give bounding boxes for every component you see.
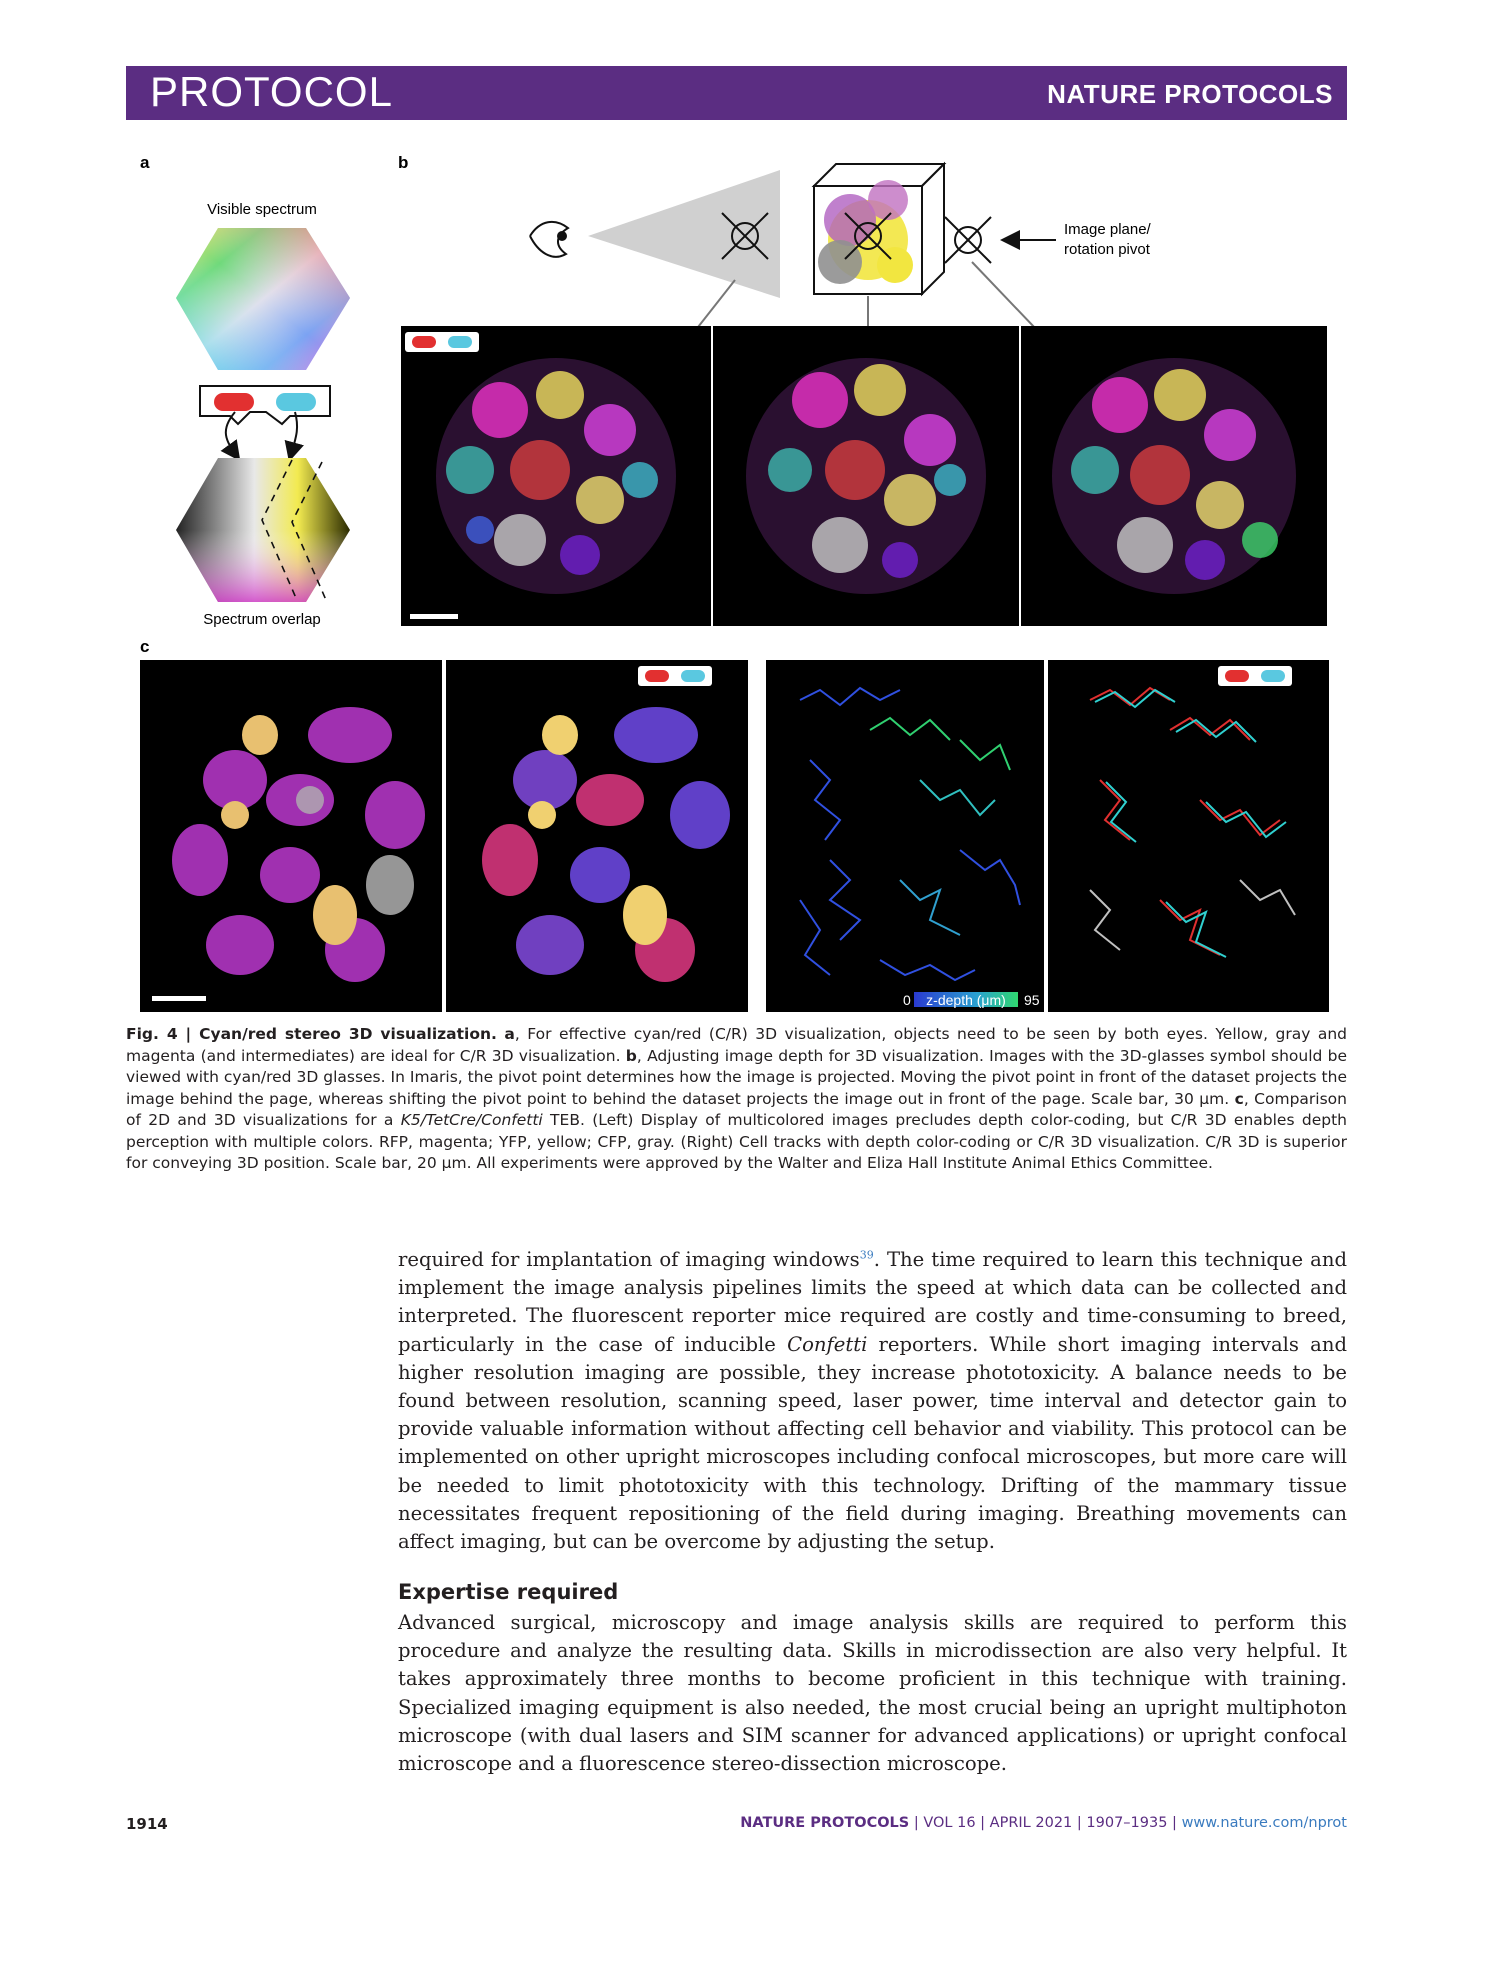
confetti-3d-image bbox=[446, 660, 748, 1012]
paragraph-1-start: required for implantation of imaging windows bbox=[398, 1248, 860, 1271]
eye-icon bbox=[530, 222, 568, 257]
stereo-image-1 bbox=[401, 326, 711, 626]
reference-link[interactable]: 39 bbox=[859, 1248, 874, 1262]
colorbar-title: z-depth (μm) bbox=[926, 992, 1006, 1008]
colorbar-max-label: 95 bbox=[1024, 992, 1040, 1008]
pivot-label-line1: Image plane/ bbox=[1064, 221, 1151, 238]
journal-title: NATURE PROTOCOLS bbox=[1047, 79, 1333, 109]
caption-c-text2: TEB. (Left) Display of multicolored images precludes depth color-coding, but C/R 3D enables depth perception with multiple colors. RFP, magenta; YFP, yellow; CFP, gray. (Right) Cell tracks with depth color-coding or C/R 3D visualization. C/R 3D is superior for conveying 3D position. Scale bar, 20 μm. All experiments were approved by the Walter and Eliza Hall Institute Animal Ethics Committee. bbox=[126, 1111, 1347, 1172]
caption-fig-label: Fig. 4 | Cyan/red stereo 3D visualization. bbox=[126, 1025, 497, 1043]
caption-c-label: c bbox=[1234, 1089, 1244, 1108]
spectrum-overlap-label: Spectrum overlap bbox=[203, 611, 321, 628]
stereo-image-3 bbox=[1021, 326, 1327, 626]
page-number: 1914 bbox=[126, 1815, 168, 1833]
cell-tracks-depth-image bbox=[766, 660, 1044, 1012]
footer-journal: NATURE PROTOCOLS bbox=[740, 1815, 910, 1831]
cell-tracks-3d-image bbox=[1048, 660, 1329, 1012]
colorbar-min-label: 0 bbox=[903, 992, 911, 1008]
body-paragraph-2: Advanced surgical, microscopy and image analysis skills are required to perform this procedure and analyze the resulting data. Skills in microdissection are also very helpful. It takes approximately three months to become proficient in this technique with training. Specialized imaging equipment is also needed, the most crucial being an upright multiphoton microscope (with dual lasers and SIM scanner for advanced applications) or upright confocal microscope and a fluorescence stereo-dissection microscope. bbox=[398, 1611, 1347, 1776]
caption-b-text: , Adjusting image depth for 3D visualization. Images with the 3D-glasses symbol should be viewed with cyan/red 3D glasses. In Imaris, the pivot point determines how the image is projected. Moving the pivot point in front of the dataset projects the image behind the page, whereas shifting the pivot point to behind the dataset projects the image out in front of the page. Scale bar, 30 μm. bbox=[126, 1046, 1347, 1108]
caption-a-text: , For effective cyan/red (C/R) 3D visualization, objects need to be seen by both eyes. Yellow, gray and magenta (and intermediates) are ideal for C/R 3D visualization. bbox=[126, 1025, 1347, 1065]
caption-a-label: a bbox=[504, 1025, 515, 1043]
3d-glasses-icon bbox=[200, 386, 330, 424]
body-paragraph-1 bbox=[398, 1246, 1347, 1556]
footer-date: APRIL 2021 bbox=[989, 1815, 1073, 1831]
pivot-marker-back bbox=[945, 217, 991, 263]
caption-c-text1: , Comparison of 2D and 3D visualizations for a bbox=[126, 1089, 1347, 1129]
footer-volume: VOL 16 bbox=[923, 1815, 976, 1831]
spectrum-overlap-hexagon bbox=[176, 458, 350, 602]
dataset-cube bbox=[814, 164, 944, 294]
view-cone bbox=[588, 170, 780, 298]
footer-citation: NATURE PROTOCOLS | VOL 16 | APRIL 2021 | 1907–1935 | www.nature.com/nprot bbox=[740, 1815, 1347, 1831]
visible-spectrum-label: Visible spectrum bbox=[207, 201, 317, 218]
confetti-2d-image bbox=[140, 660, 442, 1012]
section-title: PROTOCOL bbox=[150, 68, 393, 115]
caption-c-italic: K5/TetCre/Confetti bbox=[400, 1111, 543, 1129]
stereo-image-2 bbox=[713, 326, 1019, 626]
panel-label-c: c bbox=[140, 637, 150, 656]
visible-spectrum-hexagon bbox=[176, 228, 350, 370]
footer-url[interactable]: www.nature.com/nprot bbox=[1181, 1815, 1347, 1831]
paragraph-1-middle: . The time required to learn this technique and implement the image analysis pipelines limits the speed at which data can be collected and interpreted. The fluorescent reporter mice required are costly and time-consuming to breed, particularly in the case of inducible bbox=[398, 1248, 1347, 1356]
panel-label-b: b bbox=[398, 153, 409, 172]
section-heading-expertise: Expertise required bbox=[398, 1580, 619, 1604]
arrow-right-eye bbox=[290, 412, 297, 458]
paragraph-1-italic: Confetti bbox=[787, 1332, 868, 1356]
panel-label-a: a bbox=[140, 153, 150, 172]
pivot-label-line2: rotation pivot bbox=[1064, 241, 1150, 258]
paragraph-1-end: reporters. While short imaging intervals and higher resolution imaging are possible, they increase phototoxicity. A balance needs to be found between resolution, scanning speed, laser power, time interval and detector gain to provide valuable information without affecting cell behavior and viability. This protocol can be implemented on other upright microscopes including confocal microscopes, but more care will be needed to limit phototoxicity with this technology. Drifting of the mammary tissue necessitates frequent repositioning of the field during imaging. Breathing movements can affect imaging, but can be overcome by adjusting the setup. bbox=[398, 1332, 1347, 1554]
caption-b-label: b bbox=[625, 1046, 637, 1065]
footer-pages: 1907–1935 bbox=[1086, 1815, 1168, 1831]
figure-caption bbox=[126, 1024, 1347, 1175]
